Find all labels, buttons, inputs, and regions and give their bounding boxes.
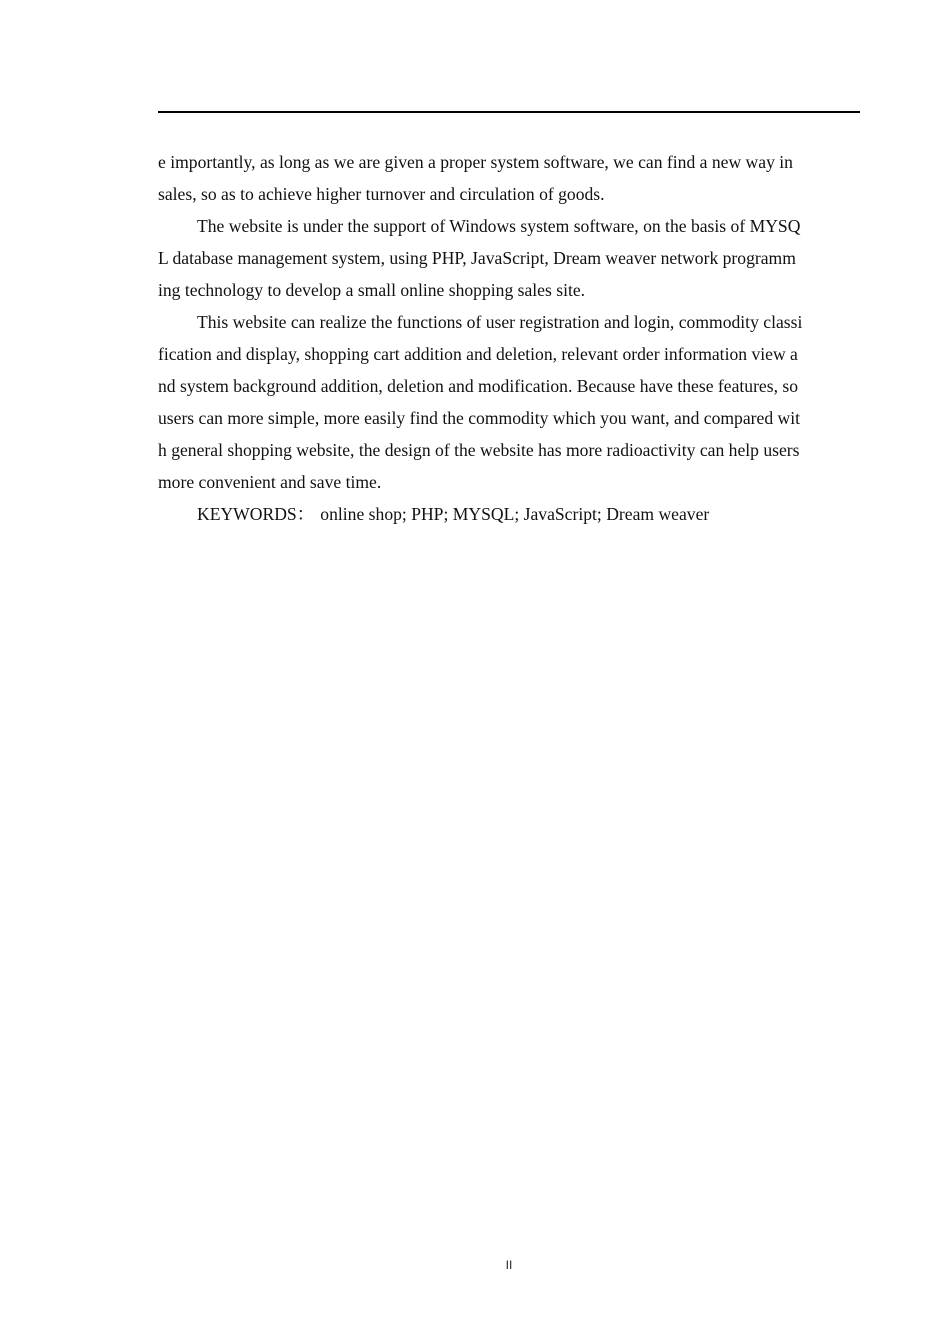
keywords-label: KEYWORDS： [197, 504, 315, 524]
page-number: II [505, 1258, 513, 1272]
paragraph [158, 306, 860, 498]
paragraph [158, 210, 860, 306]
text-line: users can more simple, more easily find the commodity which you want, and compared wit [158, 408, 801, 428]
text-line: L database management system, using PHP, JavaScript, Dream weaver network programm [158, 248, 796, 268]
text-line: ing technology to develop a small online shopping sales site. [158, 280, 586, 300]
header-rule [158, 111, 860, 113]
keywords-line [158, 498, 860, 530]
text-line: The website is under the support of Windows system software, on the basis of MYSQ [197, 216, 801, 236]
abstract-body [158, 146, 860, 530]
text-line: sales, so as to achieve higher turnover and circulation of goods. [158, 184, 605, 204]
text-line: more convenient and save time. [158, 472, 382, 492]
paragraph [158, 146, 860, 210]
text-line: h general shopping website, the design of the website has more radioactivity can help users [158, 440, 800, 460]
keywords-value: online shop; PHP; MYSQL; JavaScript; Dream weaver [320, 504, 710, 524]
text-line: fication and display, shopping cart addition and deletion, relevant order information view a [158, 344, 798, 364]
text-line: nd system background addition, deletion and modification. Because have these features, so [158, 376, 799, 396]
text-line: This website can realize the functions of user registration and login, commodity classi [197, 312, 803, 332]
text-line: e importantly, as long as we are given a proper system software, we can find a new way in [158, 152, 793, 172]
